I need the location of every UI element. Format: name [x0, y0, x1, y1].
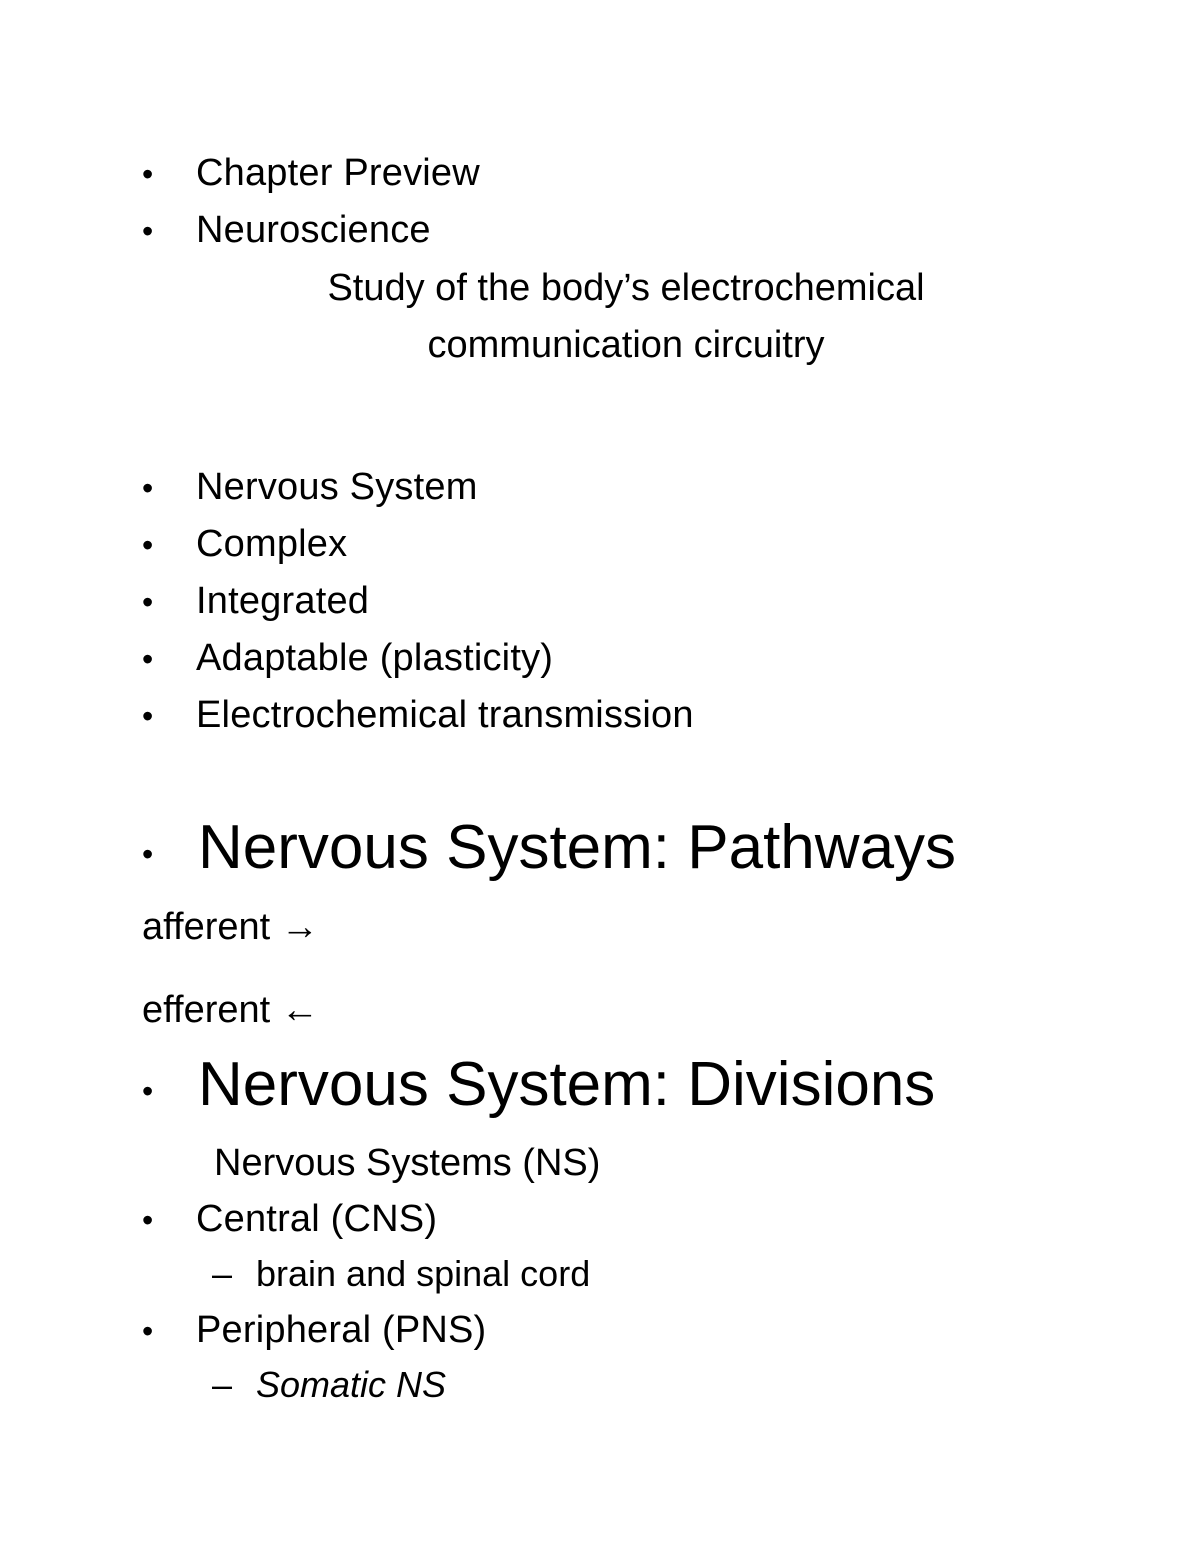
bullet-point: •	[142, 527, 154, 563]
neuroscience-definition-line-1: Study of the body’s electrochemical	[327, 267, 925, 309]
list-item-chapter-preview: Chapter Preview	[196, 152, 480, 194]
list-item-peripheral: Peripheral (PNS)	[196, 1309, 487, 1351]
peripheral-subitem: Somatic NS	[256, 1364, 447, 1405]
list-item-electrochemical-transmission: Electrochemical transmission	[196, 694, 694, 736]
list-item-central: Central (CNS)	[196, 1198, 438, 1240]
list-item-integrated: Integrated	[196, 580, 370, 622]
list-item-nervous-system: Nervous System	[196, 466, 478, 508]
bullet-point: •	[142, 1073, 154, 1109]
afferent-label: afferent →	[142, 906, 319, 948]
bullet-point: •	[142, 156, 154, 192]
list-item-adaptable: Adaptable (plasticity)	[196, 637, 554, 679]
list-item-complex: Complex	[196, 523, 348, 565]
dash-marker: –	[212, 1253, 233, 1294]
bullet-point: •	[142, 1313, 154, 1349]
pathways-heading: Nervous System: Pathways	[198, 813, 957, 882]
efferent-label: efferent ←	[142, 989, 319, 1031]
bullet-point: •	[142, 1202, 154, 1238]
bullet-point: •	[142, 698, 154, 734]
list-item-neuroscience: Neuroscience	[196, 209, 431, 251]
bullet-point: •	[142, 213, 154, 249]
central-subitem: brain and spinal cord	[256, 1253, 591, 1294]
bullet-point: •	[142, 584, 154, 620]
divisions-heading: Nervous System: Divisions	[198, 1050, 936, 1119]
divisions-subtitle: Nervous Systems (NS)	[214, 1142, 601, 1184]
bullet-point: •	[142, 641, 154, 677]
bullet-point: •	[142, 836, 154, 872]
dash-marker: –	[212, 1364, 233, 1405]
bullet-point: •	[142, 470, 154, 506]
neuroscience-definition-line-2: communication circuitry	[427, 324, 825, 366]
